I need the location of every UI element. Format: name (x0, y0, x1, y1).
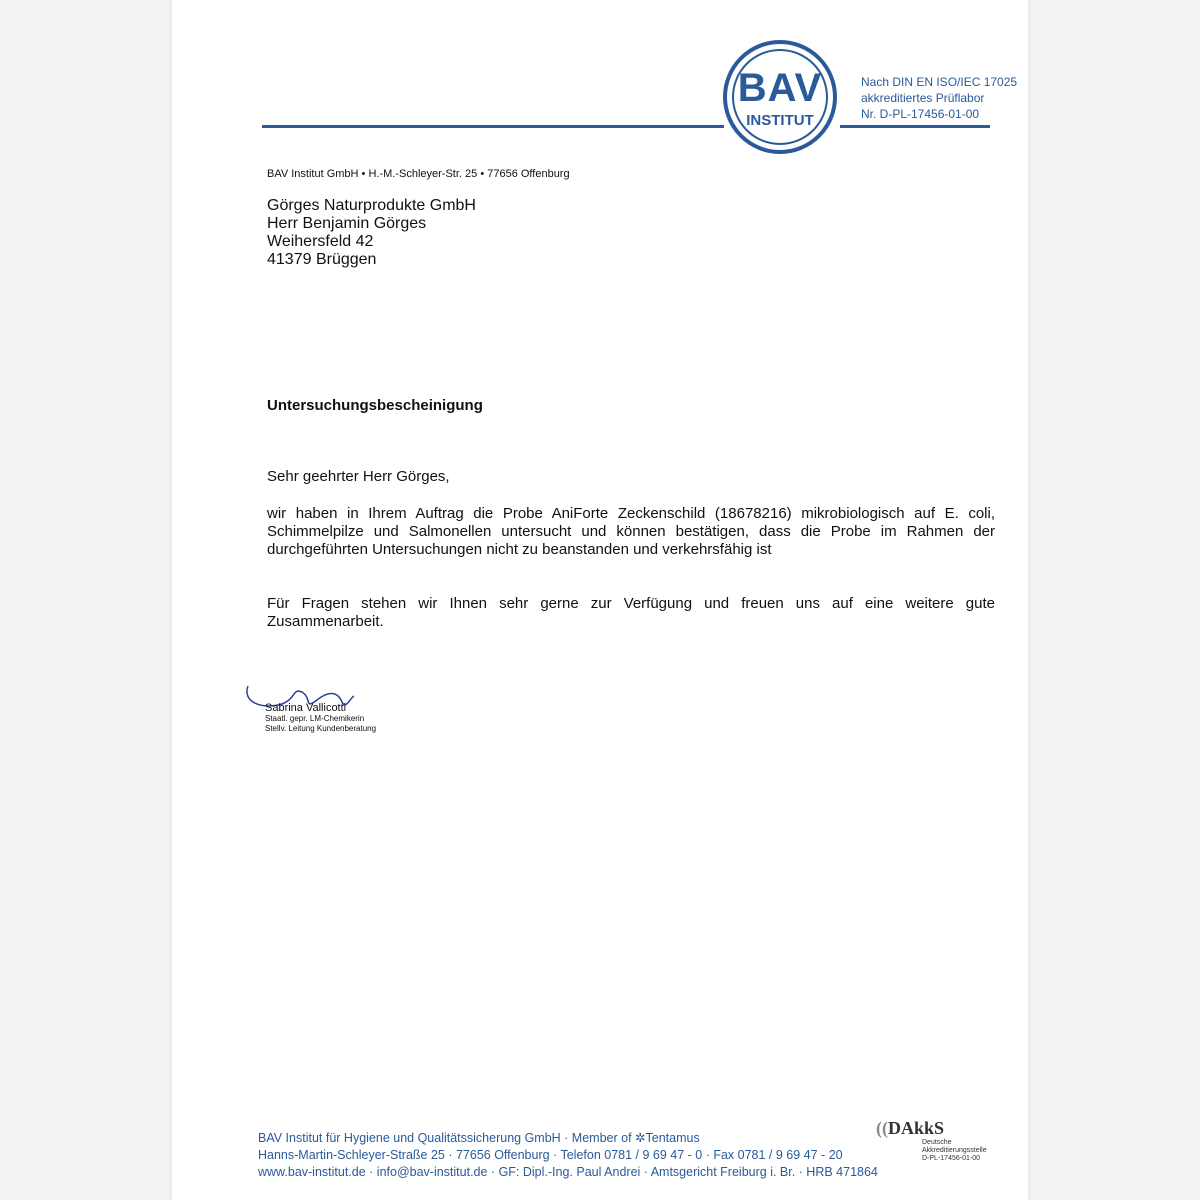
logo-subtext: INSTITUT (746, 112, 814, 129)
accreditation-note: Nach DIN EN ISO/IEC 17025 akkreditiertes Prüflabor Nr. D-PL-17456-01-00 (861, 75, 1018, 121)
sender-line: BAV Institut GmbH • H.-M.-Schleyer-Str. 25 • 77656 Offenburg (267, 168, 570, 180)
logo-text: BAV (737, 66, 823, 110)
recipient-address: Görges Naturprodukte GmbH Herr Benjamin Görges Weihersfeld 42 41379 Brüggen (267, 197, 476, 268)
tentamus-icon: ✲ (635, 1131, 646, 1145)
footer: BAV Institut für Hygiene und Qualitätssicherung GmbH · Member of ✲Tentamus Hanns-Martin-Schleyer-Straße 25 · 77656 Offenburg · Telefon 0781 / 9 69 47 - 0 · Fax 0781 / 9 69 47 - 20 www.bav-institut.de · info@bav-institut.de · GF: Dipl.-Ing. Paul Andrei · Amtsgericht Freiburg i. Br. · HRB 471864 (258, 1131, 878, 1179)
tentamus-logo: Tentamus (645, 1131, 700, 1145)
signature-block: Sabrina Vallicotti Staatl. gepr. LM-Chemikerin Stellv. Leitung Kundenberatung (265, 702, 377, 733)
header-rule (262, 125, 724, 128)
salutation: Sehr geehrter Herr Görges, (267, 468, 450, 485)
paragraph-1: wir haben in Ihrem Auftrag die Probe AniForte Zeckenschild (18678216) mikrobiologisch auf E. coli, Schimmelpilze und Salmonellen untersucht und können bestätigen, dass die Probe im Rahmen der durchgeführten Untersuchungen nicht zu beanstanden und verkehrsfähig ist (267, 505, 995, 558)
header-rule-right (840, 125, 990, 128)
subject: Untersuchungsbescheinigung (267, 397, 483, 414)
paragraph-2: Für Fragen stehen wir Ihnen sehr gerne zur Verfügung und freuen uns auf eine weitere gute Zusammenarbeit. (267, 595, 995, 630)
dakks-logo: ((DAkkS Deutsche Akkreditierungsstelle D-PL-17456-01-00 (876, 1118, 987, 1162)
bav-logo (723, 40, 837, 154)
